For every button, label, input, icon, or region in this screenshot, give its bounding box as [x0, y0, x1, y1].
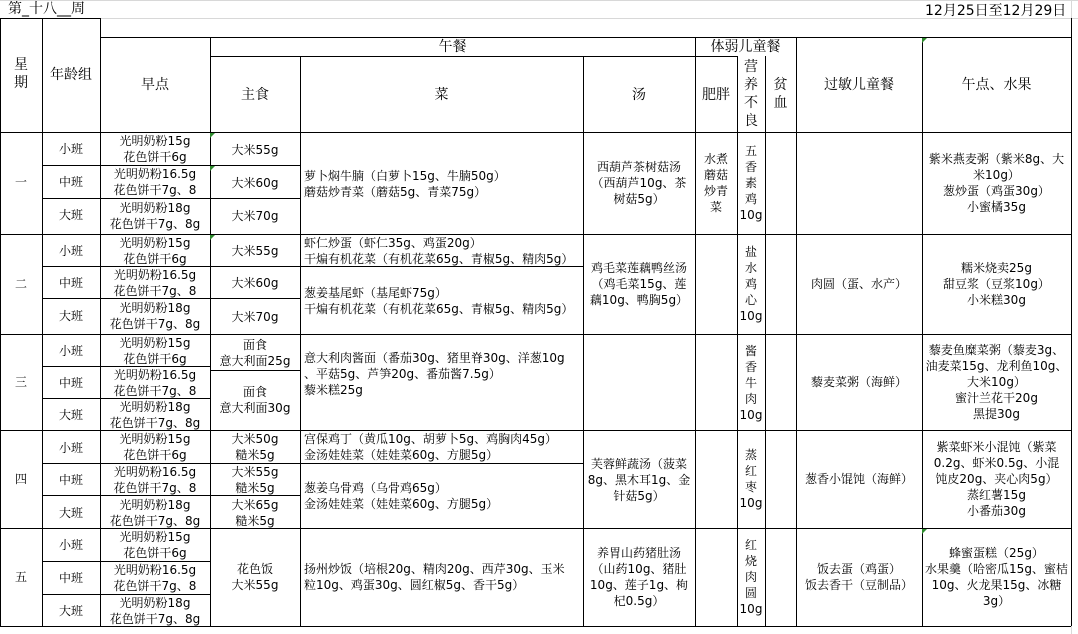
breakfast-cell: 光明奶粉18g 花色饼干7g、8g [109, 596, 201, 626]
allergy-cell: 葱香小馄饨（海鲜） [804, 472, 913, 486]
allergy-cell: 藜麦菜粥（海鲜） [810, 375, 907, 389]
staple-cell: 大米60g [231, 276, 279, 290]
header-breakfast: 早点 [141, 77, 169, 93]
age-group-cell: 大班 [58, 309, 83, 323]
border-line [0, 18, 100, 19]
dish-cell: 扬州炒饭（培根20g、精肉20g、西芹30g、玉米 粒10g、鸡蛋30g、圆红椒5g、香干5g） [304, 562, 565, 592]
header-allergy: 过敏儿童餐 [824, 77, 894, 93]
staple-cell: 大米70g [231, 310, 279, 324]
age-group-cell: 中班 [58, 175, 83, 189]
age-group-cell: 大班 [58, 408, 83, 422]
allergy-cell: 饭去蛋（鸡蛋） 饭去香干（豆制品） [804, 562, 913, 592]
gridline [0, 18, 1078, 19]
malnourished-cell: 蒸 红 枣 10g [739, 448, 763, 510]
breakfast-cell: 光明奶粉18g 花色饼干7g、8g [109, 400, 201, 430]
age-group-cell: 大班 [58, 208, 83, 222]
weekday-cell: 五 [14, 570, 27, 584]
age-group-cell: 大班 [58, 506, 83, 520]
header-lunch: 午餐 [438, 39, 467, 55]
border-line [300, 463, 583, 464]
obese-cell: 水煮 蘑菇 炒青 菜 [703, 152, 728, 214]
header-malnourished: 营 养 不 良 [744, 59, 758, 129]
staple-cell: 大米50g 糙米5g [231, 432, 279, 462]
breakfast-cell: 光明奶粉15g 花色饼干6g [119, 432, 191, 462]
weekday-cell: 二 [14, 277, 27, 291]
border-line [1071, 18, 1072, 626]
cell-marker [922, 38, 927, 43]
age-group-cell: 中班 [58, 276, 83, 290]
staple-cell: 大米70g [231, 209, 279, 223]
header-obese: 肥胖 [702, 87, 730, 103]
breakfast-cell: 光明奶粉18g 花色饼干7g、8g [109, 301, 201, 331]
border-line [210, 56, 737, 57]
border-line [796, 37, 797, 626]
malnourished-cell: 五 香 素 鸡 10g [739, 144, 763, 222]
malnourished-cell: 盐 水 鸡 心 10g [739, 245, 763, 323]
cell-marker [210, 235, 215, 240]
staple-cell: 大米65g 糙米5g [231, 498, 279, 528]
age-group-cell: 小班 [58, 441, 83, 455]
staple-cell: 大米55g 糙米5g [231, 465, 279, 495]
staple-cell: 大米55g [231, 143, 279, 157]
breakfast-cell: 光明奶粉16.5g 花色饼干7g、8 [113, 268, 197, 298]
border-line [765, 56, 766, 626]
border-line [210, 370, 300, 371]
allergy-cell: 肉圆（蛋、水产） [810, 277, 907, 291]
breakfast-cell: 光明奶粉16.5g 花色饼干7g、8 [113, 465, 197, 495]
malnourished-cell: 红 烧 肉 圆 10g [739, 538, 763, 616]
cell-marker [922, 529, 927, 534]
header-age-group: 年龄组 [50, 67, 92, 83]
breakfast-cell: 光明奶粉16.5g 花色饼干7g、8 [113, 563, 197, 593]
breakfast-cell: 光明奶粉15g 花色饼干6g [119, 236, 191, 266]
header-weekday: 星 期 [14, 57, 28, 91]
soup-cell: 西葫芦茶树菇汤 （西葫芦10g、茶 树菇5g） [591, 160, 687, 206]
border-line [922, 37, 923, 626]
dish-cell: 宫保鸡丁（黄瓜10g、胡萝卜5g、鸡胸肉45g） 金汤娃娃菜（娃娃菜60g、方腿5g） [304, 432, 558, 462]
border-line [695, 37, 696, 626]
header-staple: 主食 [241, 87, 269, 103]
border-line [210, 37, 211, 626]
soup-cell: 芙蓉鲜蔬汤（菠菜 8g、黑木耳1g、金 针菇5g） [587, 457, 691, 503]
header-dish: 菜 [434, 87, 449, 103]
dish-cell: 葱姜基尾虾（基尾虾75g） 干煸有机花菜（有机花菜65g、青椒5g、精肉5g） [304, 286, 574, 316]
breakfast-cell: 光明奶粉18g 花色饼干7g、8g [109, 498, 201, 528]
breakfast-cell: 光明奶粉18g 花色饼干7g、8g [109, 201, 201, 231]
gridline [0, 0, 1078, 1]
header-weak-children: 体弱儿童餐 [710, 39, 781, 55]
soup-cell: 鸡毛菜莲藕鸭丝汤 （鸡毛菜15g、莲 藕10g、鸭胸5g） [589, 261, 689, 307]
dish-cell: 虾仁炒蛋（虾仁35g、鸡蛋20g） 干煸有机花菜（有机花菜65g、青椒5g、精肉5g） [304, 236, 574, 266]
header-soup: 汤 [632, 87, 646, 103]
cell-marker [210, 133, 215, 138]
cell-marker [210, 166, 215, 171]
staple-cell: 面食 意大利面30g [219, 385, 291, 415]
border-line [0, 18, 1, 626]
header-afternoon: 午点、水果 [961, 77, 1032, 93]
border-line [300, 56, 301, 626]
age-group-cell: 大班 [58, 604, 83, 618]
weekday-cell: 一 [14, 175, 27, 189]
weekday-cell: 四 [14, 472, 27, 486]
age-group-cell: 小班 [58, 142, 83, 156]
age-group-cell: 小班 [58, 538, 83, 552]
staple-cell: 花色饭 大米55g [231, 562, 279, 592]
soup-cell: 养胃山药猪肚汤 （山药10g、猪肚 10g、莲子1g、枸 杞0.5g） [589, 546, 689, 608]
afternoon-cell: 藜麦鱼糜菜粥（藜麦3g、 油麦菜15g、龙利鱼10g、 大米10g） 蜜汁兰花干20g 黑提30g [925, 343, 1068, 421]
date-range: 12月25日至12月29日 [925, 3, 1067, 19]
age-group-cell: 中班 [58, 571, 83, 585]
afternoon-cell: 糯米烧卖25g 甜豆浆（豆浆10g） 小米糕30g [943, 261, 1050, 307]
breakfast-cell: 光明奶粉16.5g 花色饼干7g、8 [113, 368, 197, 398]
age-group-cell: 中班 [58, 376, 83, 390]
afternoon-cell: 蜂蜜蛋糕（25g） 水果羹（哈密瓜15g、蜜桔 10g、火龙果15g、冰糖 3g） [925, 546, 1068, 608]
age-group-cell: 中班 [58, 473, 83, 487]
border-line [583, 56, 584, 626]
weekday-cell: 三 [14, 375, 27, 389]
breakfast-cell: 光明奶粉15g 花色饼干6g [119, 336, 191, 366]
malnourished-cell: 酱 香 牛 肉 10g [739, 344, 763, 422]
border-line [42, 198, 300, 199]
afternoon-cell: 紫米燕麦粥（紫米8g、大 米10g） 葱炒蛋（鸡蛋30g） 小蜜橘35g [928, 152, 1065, 214]
age-group-cell: 小班 [58, 244, 83, 258]
dish-cell: 萝卜焖牛腩（白萝卜15g、牛腩50g） 蘑菇炒青菜（蘑菇5g、青菜75g） [304, 169, 506, 199]
breakfast-cell: 光明奶粉15g 花色饼干6g [119, 530, 191, 560]
dish-cell: 葱姜乌骨鸡（乌骨鸡65g） 金汤娃娃菜（娃娃菜60g、方腿5g） [304, 481, 499, 511]
age-group-cell: 小班 [58, 344, 83, 358]
staple-cell: 大米55g [231, 244, 279, 258]
breakfast-cell: 光明奶粉15g 花色饼干6g [119, 134, 191, 164]
staple-cell: 面食 意大利面25g [219, 338, 291, 368]
staple-cell: 大米60g [231, 176, 279, 190]
afternoon-cell: 紫菜虾米小混饨（紫菜 0.2g、虾米0.5g、小混 饨皮20g、夹心肉5g） 蒸红薯15g 小番茄30g [933, 440, 1060, 518]
breakfast-cell: 光明奶粉16.5g 花色饼干7g、8 [113, 167, 197, 197]
dish-cell: 意大利肉酱面（番茄30g、猪里脊30g、洋葱10g 、平菇5g、芦笋20g、番茄酱7.5g） 藜米糕25g [304, 351, 565, 397]
header-anemia: 贫 血 [773, 77, 788, 111]
week-label: 第_十八__周 [8, 1, 85, 17]
